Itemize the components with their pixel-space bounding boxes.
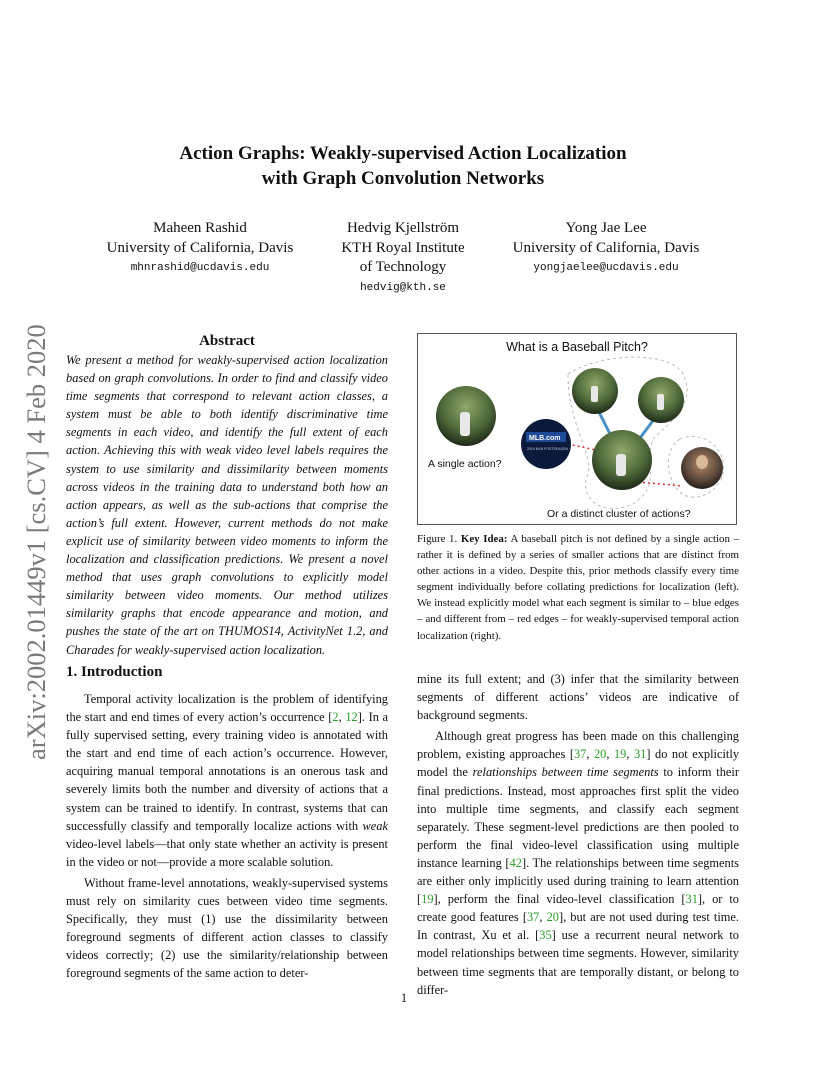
author-1 [90,219,310,278]
author-affiliation: of Technology [359,259,447,275]
paragraph: mine its full extent; and (3) infer that the similarity between segments of different actions’ videos are indicative of background segments. [417,672,739,723]
citation-link[interactable]: 19 [421,892,434,907]
citation-link[interactable]: 31 [633,747,647,762]
intro-right-column [417,670,739,999]
intro-left-column [66,690,388,983]
author-3 [496,219,716,278]
abstract-text: We present a method for weakly-supervised action localization based on graph convolutions. In order to find and classify video time segments that correspond to relevant action classes, a system must be able to both identify discriminative time segments in each video, and identify the full extent of each action. Achieving this with weak video level labels requires the system to use similarity and dissimilarity between moments across videos in the training data to understand both how an action appears, as well as the sub-actions that comprise the action’s full extent. However, current methods do not make explicit use of similarity between video moments to inform the localization and classification predictions. We present a novel method that uses graph convolutions to explicitly model similarity between video moments. Our method utilizes similarity graphs that encode appearance and motion, and pushes the state of the art on THUMOS14, ActivityNet 1.2, and Charades for weakly-supervised action localization. [66,353,388,657]
author-name: Maheen Rashid [153,220,247,236]
figure-label-left: A single action? [428,458,502,470]
mlb-logo-node [521,419,571,469]
paragraph: Without frame-level annotations, weakly-supervised systems must rely on similarity cues between video time segments. Specifically, they must (1) use the dissimilarity between foreground segments of different action classes to classify videos correctly; (2) use the similarity/relationship between foreground segments of the same action to deter- [66,875,388,981]
title-line-2: with Graph Convolution Networks [261,168,545,189]
arxiv-stamp [8,290,58,760]
different-edge [638,482,683,486]
section-heading-introduction: 1. Introduction [66,664,163,680]
figure-title: What is a Baseball Pitch? [506,340,648,354]
citation-link[interactable]: 42 [509,855,522,870]
figure-label-bottom: Or a distinct cluster of actions? [547,508,691,520]
citation-link[interactable]: 12 [345,710,358,725]
citation-link[interactable]: 2 [332,710,339,725]
caption-label: Figure 1. [417,533,458,545]
citation-link[interactable]: 20 [593,747,607,762]
paper-title [120,141,686,191]
author-affiliation: KTH Royal Institute [341,239,465,256]
paragraph: Temporal activity localization is the problem of identifying the start and end times of every action’s occurrence [2, 12]. In a fully supervised setting, every training video is annotated with the start and end time of each action’s occurrence. However, acquiring manual temporal annotations is an onerous task and severely limits both the number and diversity of actions that a system can be trained to identify. In contrast, systems that can successfully classify and temporally localize actions with weak video-level labels—that only state whether an activity is present in the video or not—provide a more scalable solution. [66,692,388,869]
author-affiliation: University of California, Davis [512,239,700,256]
citation-link[interactable]: 20 [546,910,559,925]
citation-link[interactable]: 31 [685,892,698,907]
abstract-heading: Abstract [199,333,255,349]
figure-caption [417,531,739,644]
author-affiliation: University of California, Davis [106,239,294,256]
author-name: Yong Jae Lee [565,220,647,236]
caption-key: Key Idea: [460,533,508,545]
author-email[interactable]: mhnrashid@ucdavis.edu [130,262,270,274]
author-email[interactable]: yongjaelee@ucdavis.edu [533,262,679,274]
title-line-1: Action Graphs: Weakly-supervised Action Localization [179,143,627,164]
mlb-logo-subtext: 2015 MLB POSTSEASON [527,447,569,451]
author-email[interactable]: hedvig@kth.se [360,281,446,294]
author-2 [318,219,488,298]
page-number: 1 [400,991,408,1005]
citation-link[interactable]: 37 [526,910,540,925]
citation-link[interactable]: 19 [613,747,627,762]
arxiv-id: arXiv:2002.01449v1 [cs.CV] 4 Feb 2020 [21,324,51,760]
figure-graphic [418,334,736,524]
author-name: Hedvig Kjellström [346,220,460,236]
figure-1 [417,333,737,525]
citation-link[interactable]: 35 [539,928,552,943]
paragraph: Although great progress has been made on this challenging problem, existing approaches [37, 20, 19, 31] do not explicitly model the relationships between time segments to inform their final predictions. Instead, most approaches first split the video into multiple time segments, and classify each segment separately. These segment-level predictions are then pooled to perform the final video-level classification using multiple instance learning [42]. The relationships between time segments are either only implicitly used during training to learn attention [19], perform the final video-level classification [31], or to create good features [37, 20], but are not used during test time. In contrast, Xu et al. [35] use a recurrent neural network to model relationships between time segments. However, similarity between time segments that are temporally distant, or belong to differ- [417,729,740,997]
citation-link[interactable]: 37 [573,747,587,762]
mlb-logo-text: MLB.com [529,435,561,442]
caption-text: A baseball pitch is not defined by a single action – rather it is defined by a series of smaller actions that are distinct from other actions in a video. Despite this, prior methods classify every time segment individually before collating predictions for localization (left). We instead explicitly model what each segment is similar to – blue edges – and different from – red edges – for weakly-supervised temporal action localization (right). [417,533,740,642]
